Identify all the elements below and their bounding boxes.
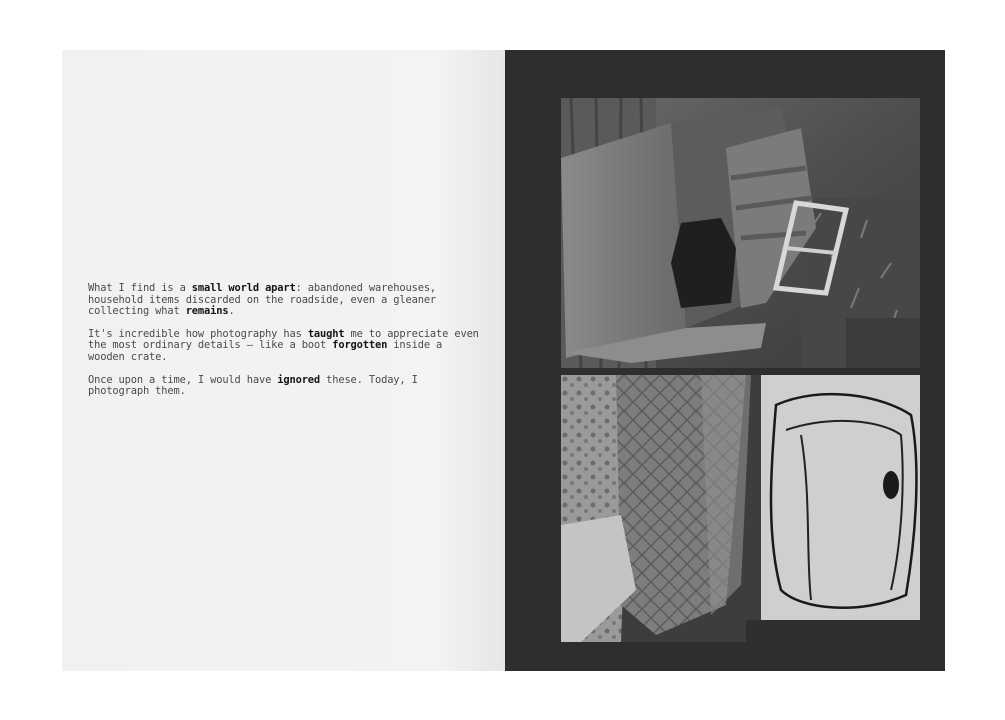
body-text [88, 283, 483, 409]
paragraph-2: It's incredible how photography has taught me to appreciate even the most ordinary details – like a boot forgotten inside a wooden crate. [88, 327, 479, 363]
right-page [505, 50, 945, 671]
wooden-crate-with-boot-photo [561, 98, 920, 368]
emphasis-small-world-apart: small world apart [191, 282, 296, 294]
book-spread [62, 50, 945, 671]
paragraph-3: Once upon a time, I would have ignored these. Today, I photograph them. [88, 373, 418, 398]
emphasis-remains: remains [185, 305, 229, 318]
emphasis-taught: taught [307, 327, 345, 340]
paragraph-1: What I find is a small world apart: abandoned warehouses, household items discarded on the roadside, even a gleaner collecting what remains. [88, 282, 437, 318]
emphasis-ignored: ignored [277, 373, 321, 386]
emphasis-forgotten: forgotten [332, 339, 388, 352]
discarded-mattresses-photo [561, 375, 920, 642]
left-page [62, 50, 505, 671]
